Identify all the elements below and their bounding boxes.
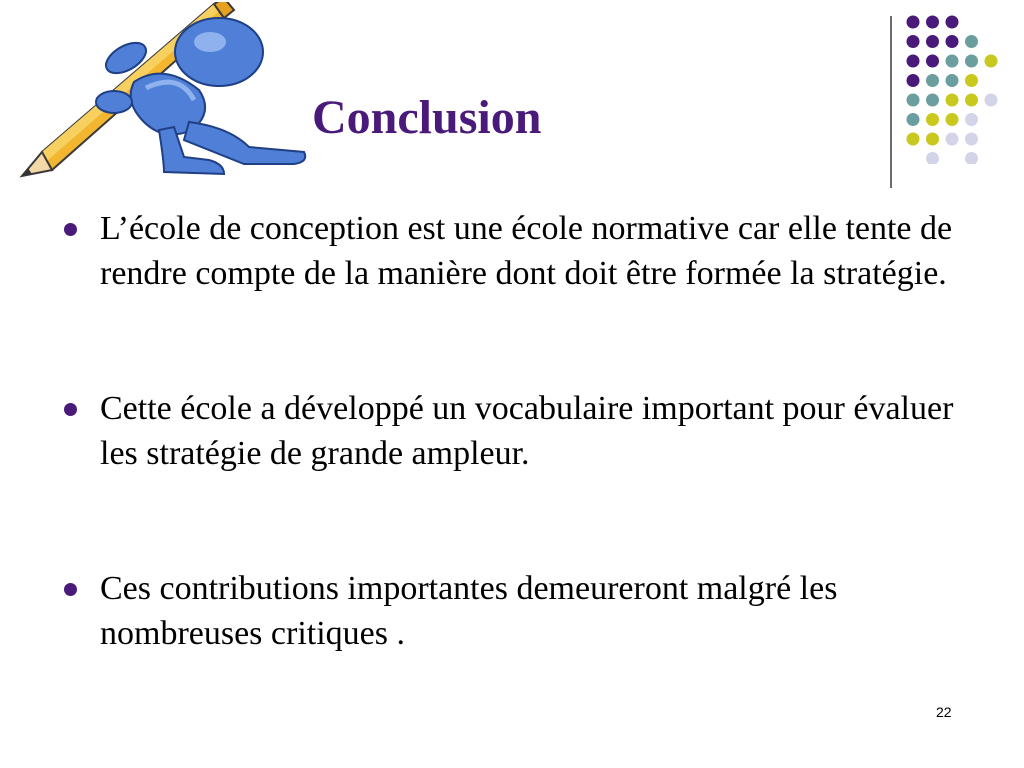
decoration-dot — [965, 35, 978, 48]
bullet-list — [62, 206, 982, 656]
decoration-dot — [946, 74, 959, 87]
decoration-dot — [907, 16, 920, 29]
decoration-dot — [965, 113, 978, 126]
bullet-item — [62, 386, 982, 476]
decoration-dot — [965, 55, 978, 68]
decoration-dot — [965, 94, 978, 107]
slide-title: Conclusion — [312, 91, 542, 144]
bullet-text: Cette école a développé un vocabulaire important pour évaluer les stratégie de grande ampleur. — [100, 390, 954, 472]
decoration-dot — [926, 152, 939, 164]
decoration-dot — [946, 94, 959, 107]
decoration-dot — [907, 113, 920, 126]
decoration-dot — [907, 55, 920, 68]
decoration-dot — [926, 113, 939, 126]
figure-with-pencil-icon — [14, 2, 314, 182]
decoration-dot — [946, 16, 959, 29]
decoration-dot — [926, 35, 939, 48]
slide-number: 22 — [936, 704, 952, 720]
decoration-dot — [926, 94, 939, 107]
decoration-dot — [965, 74, 978, 87]
bullet-icon — [64, 403, 77, 416]
decoration-dot — [985, 55, 998, 68]
decoration-dot — [907, 94, 920, 107]
bullet-text: L’école de conception est une école normative car elle tente de rendre compte de la manière dont doit être formée la stratégie. — [100, 210, 953, 292]
decoration-dot — [907, 74, 920, 87]
dot-grid-decoration — [905, 14, 1005, 164]
decoration-dot — [946, 55, 959, 68]
bullet-item — [62, 566, 982, 656]
decoration-dot — [926, 55, 939, 68]
decoration-dot — [965, 133, 978, 146]
vertical-divider — [890, 16, 892, 188]
decoration-dot — [926, 74, 939, 87]
bullet-icon — [64, 223, 77, 236]
decoration-dot — [926, 16, 939, 29]
decoration-dot — [907, 35, 920, 48]
bullet-text: Ces contributions importantes demeureront malgré les nombreuses critiques . — [100, 570, 838, 652]
decoration-dot — [946, 113, 959, 126]
person-figure-icon — [96, 18, 305, 174]
decoration-dot — [946, 133, 959, 146]
decoration-dot — [965, 152, 978, 164]
decoration-dot — [926, 133, 939, 146]
decoration-dot — [946, 35, 959, 48]
decoration-dot — [907, 133, 920, 146]
bullet-icon — [64, 583, 77, 596]
decoration-dot — [985, 94, 998, 107]
bullet-item — [62, 206, 982, 296]
